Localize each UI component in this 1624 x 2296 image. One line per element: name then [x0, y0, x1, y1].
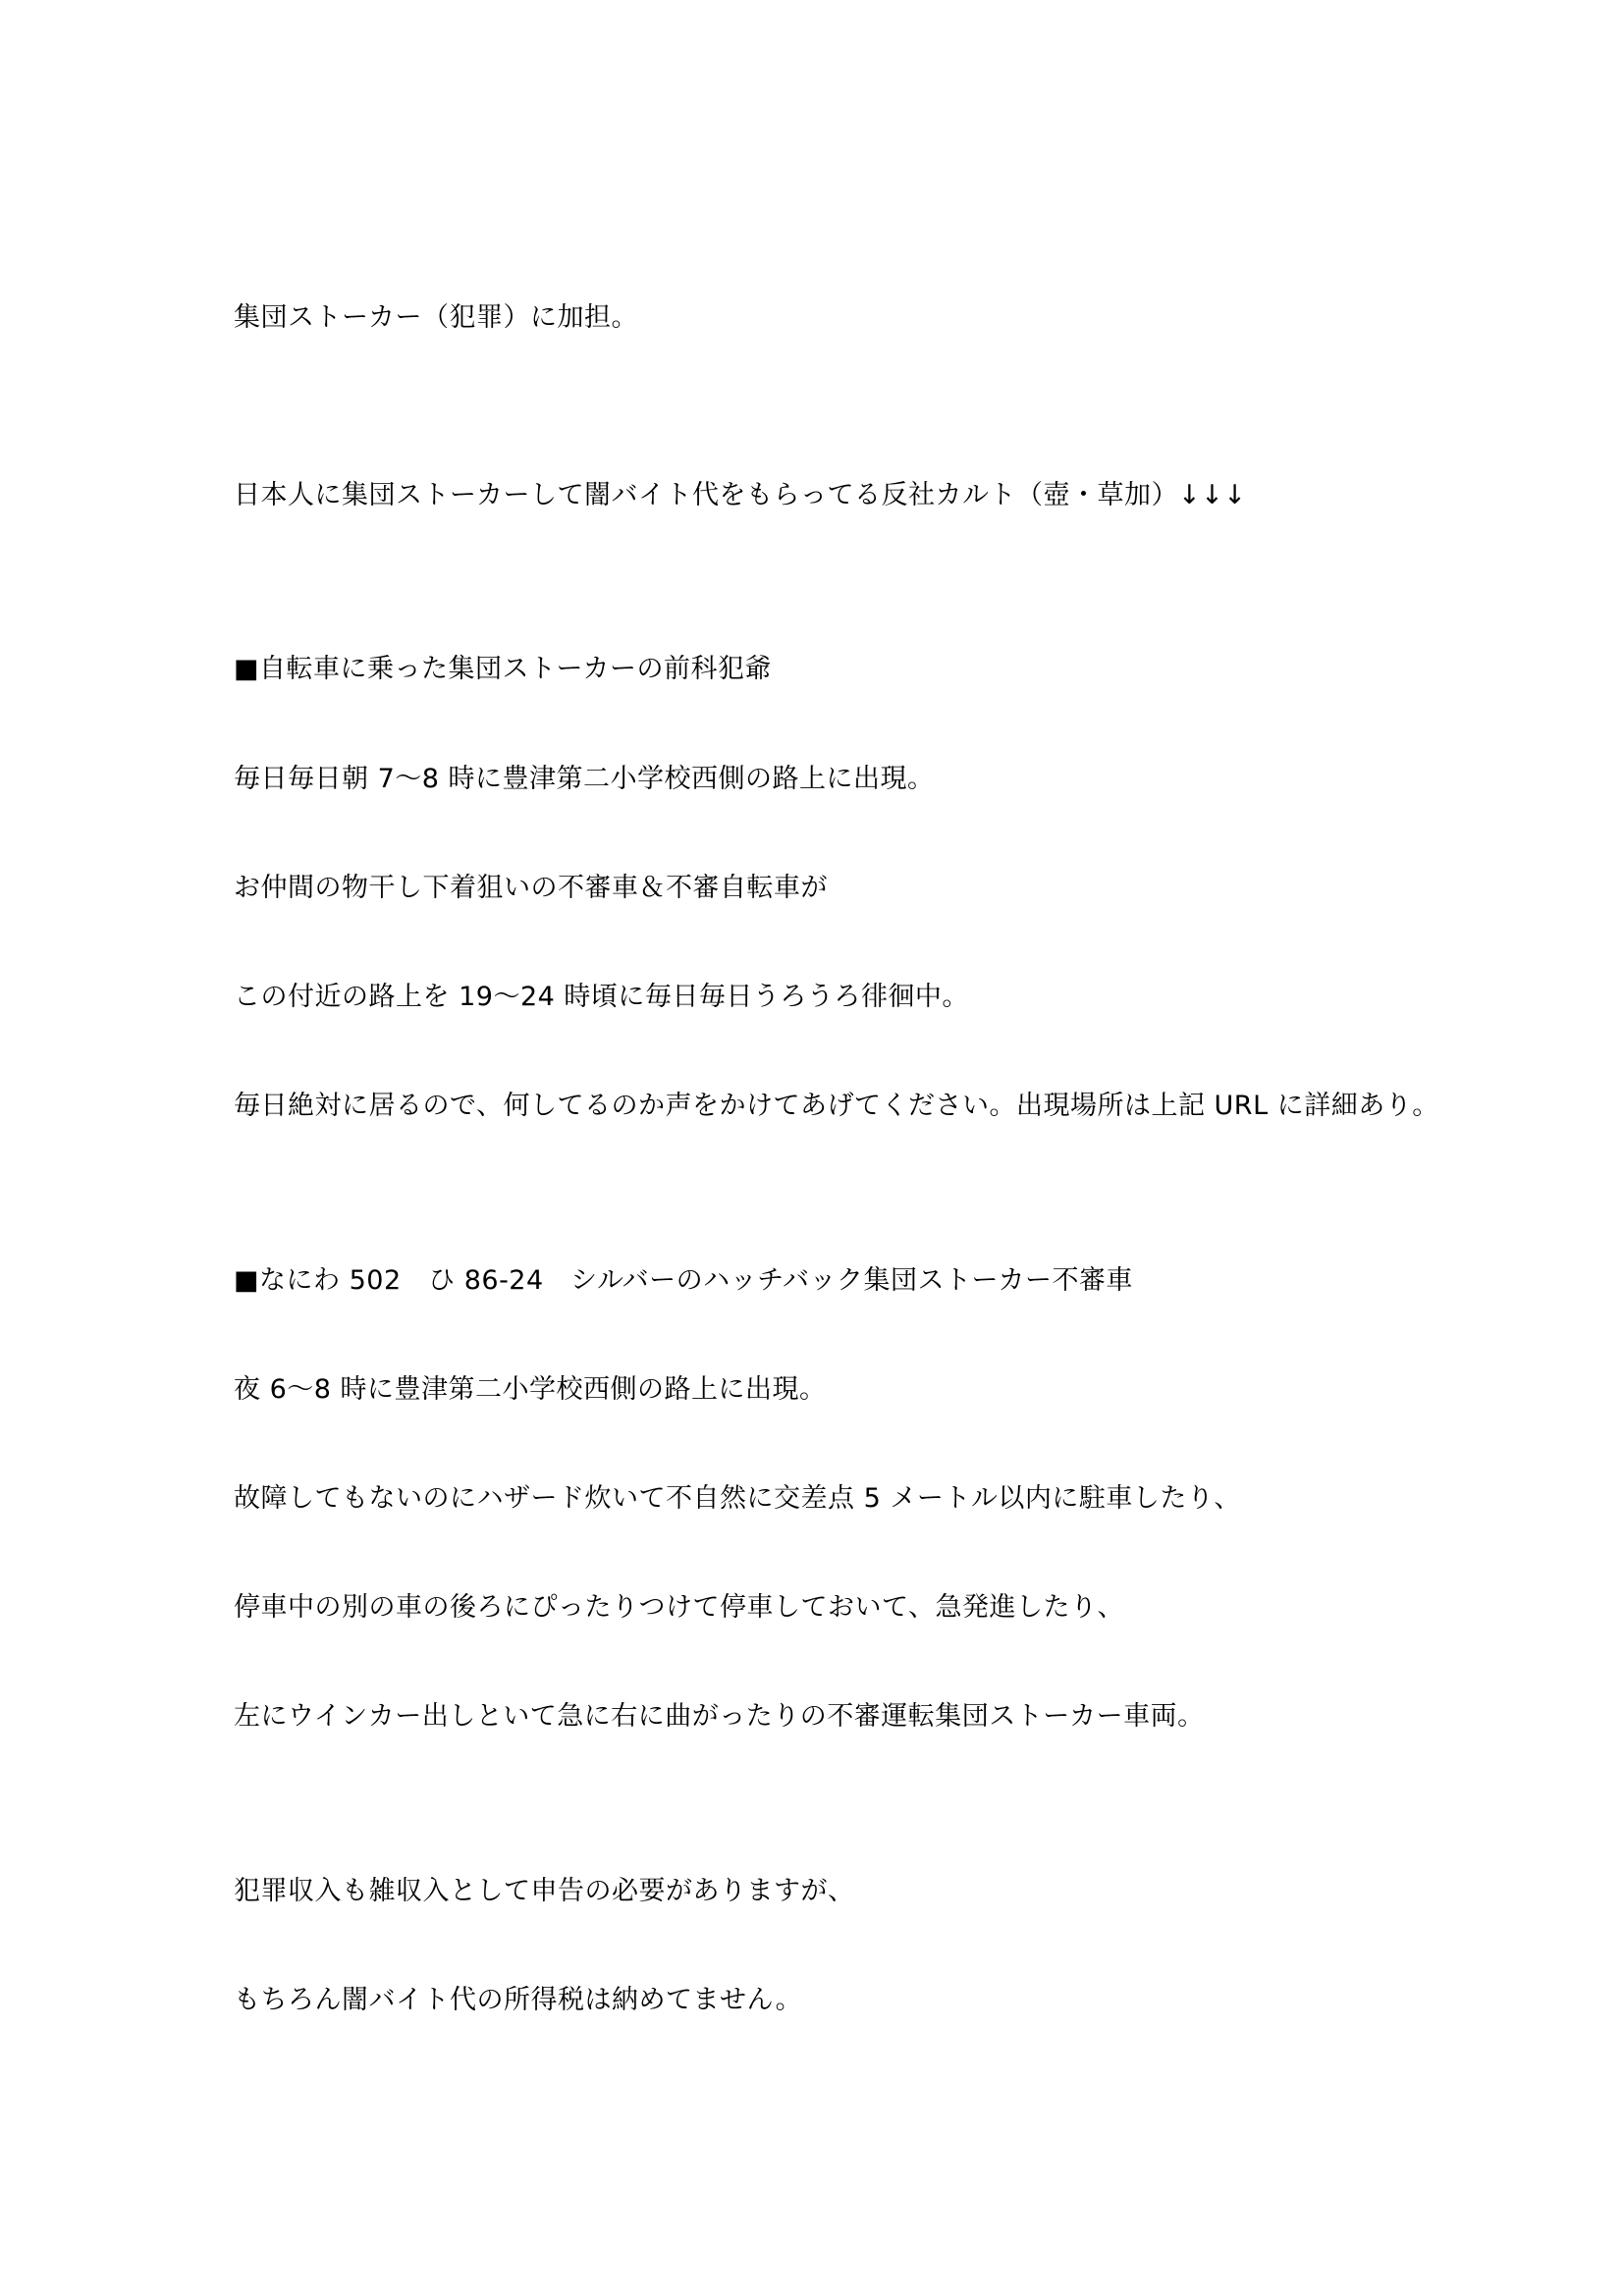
section-vehicle-heading: ■なにわ 502 ひ 86-24 シルバーのハッチバック集団ストーカー不審車 — [234, 1265, 1133, 1296]
section-bicycle-heading: ■自転車に乗った集団ストーカーの前科犯爺 — [234, 654, 772, 684]
tax-line-2: もちろん闇バイト代の所得税は納めてません。 — [234, 1985, 803, 2015]
intro-line: 集団ストーカー（犯罪）に加担。 — [234, 302, 638, 333]
cult-heading-line: 日本人に集団ストーカーして闇バイト代をもらってる反社カルト（壺・草加）↓↓↓ — [234, 480, 1247, 510]
bicycle-line-4: 毎日絶対に居るので、何してるのか声をかけてあげてください。出現場所は上記 URL に詳細あり。 — [234, 1091, 1439, 1121]
bicycle-line-2: お仲間の物干し下着狙いの不審車＆不審自転車が — [234, 873, 828, 903]
bicycle-line-1: 毎日毎日朝 7～8 時に豊津第二小学校西側の路上に出現。 — [234, 764, 935, 794]
vehicle-line-4: 左にウインカー出しといて急に右に曲がったりの不審運転集団ストーカー車両。 — [234, 1701, 1205, 1732]
vehicle-line-1: 夜 6～8 時に豊津第二小学校西側の路上に出現。 — [234, 1374, 827, 1405]
vehicle-line-2: 故障してもないのにハザード炊いて不自然に交差点 5 メートル以内に駐車したり、 — [234, 1483, 1241, 1514]
tax-line-1: 犯罪収入も雑収入として申告の必要がありますが、 — [234, 1876, 855, 1906]
bicycle-line-3: この付近の路上を 19～24 時頃に毎日毎日うろうろ徘徊中。 — [234, 982, 969, 1012]
vehicle-line-3: 停車中の別の車の後ろにぴったりつけて停車しておいて、急発進したり、 — [234, 1592, 1124, 1623]
